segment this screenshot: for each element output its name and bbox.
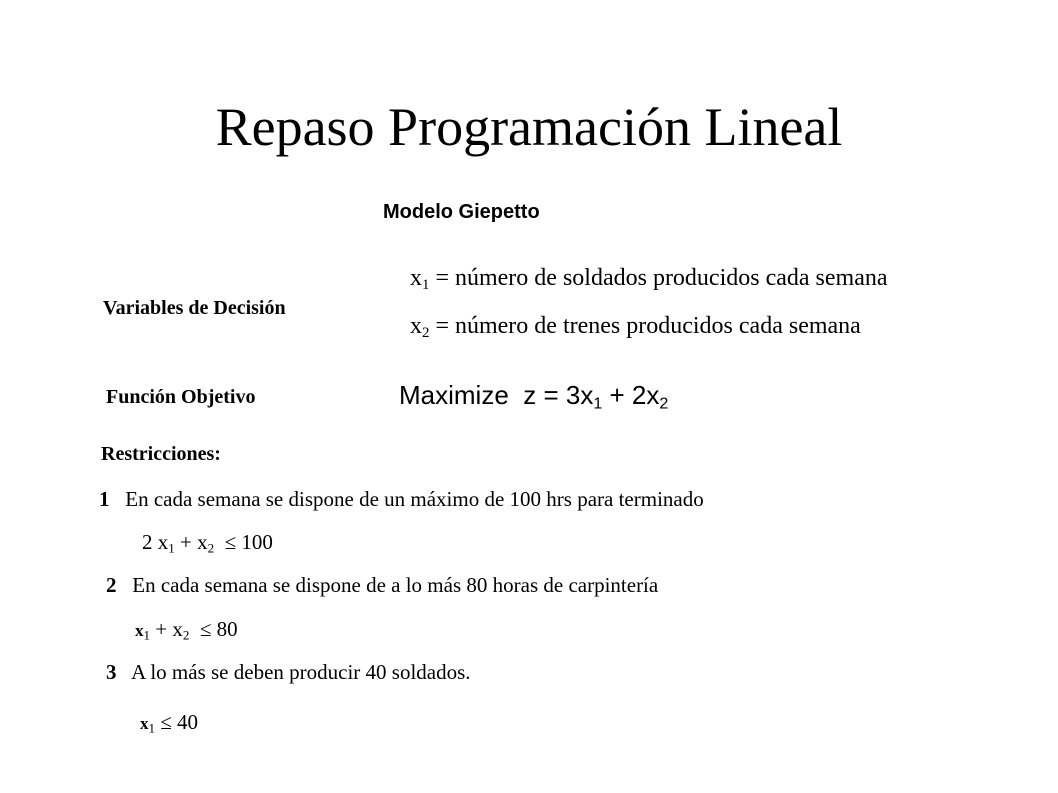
constraint-1 xyxy=(99,487,704,512)
expr-subscript: 1 xyxy=(143,627,151,643)
constraint-number: 1 xyxy=(99,487,110,511)
expr-part: + x xyxy=(150,617,183,641)
expr-subscript: 1 xyxy=(168,540,175,556)
variable-subscript: 2 xyxy=(422,325,430,342)
expr-part: ≤ 80 xyxy=(189,617,238,641)
expr-subscript: 2 xyxy=(207,540,215,556)
constraint-text: A lo más se deben producir 40 soldados. xyxy=(131,660,471,684)
objective-middle: + 2x xyxy=(602,380,660,410)
constraint-number: 2 xyxy=(106,573,117,597)
constraint-2-expression xyxy=(135,617,238,642)
expr-part: x xyxy=(135,621,144,640)
expr-subscript: 2 xyxy=(182,627,190,643)
constraint-text: En cada semana se dispone de a lo más 80 horas de carpintería xyxy=(132,573,659,597)
expr-part: x xyxy=(140,714,149,733)
constraints-label: Restricciones: xyxy=(101,443,221,465)
model-subtitle: Modelo Giepetto xyxy=(383,201,540,223)
expr-part: 2 x xyxy=(142,530,169,554)
objective-prefix: Maximize z = 3x xyxy=(399,380,594,410)
page-title: Repaso Programación Lineal xyxy=(215,97,843,157)
constraint-text: En cada semana se dispone de un máximo de 100 hrs para terminado xyxy=(125,487,704,511)
expr-part: ≤ 40 xyxy=(155,710,199,734)
variable-definition: = número de trenes producidos cada semana xyxy=(429,313,861,339)
objective-function xyxy=(399,380,668,411)
variable-subscript: 1 xyxy=(422,277,430,294)
expr-part: ≤ 100 xyxy=(214,530,273,554)
variable-definition: = número de soldados producidos cada semana xyxy=(429,265,888,291)
decision-variables-label: Variables de Decisión xyxy=(103,297,286,319)
constraint-2 xyxy=(106,573,658,598)
expr-subscript: 1 xyxy=(148,720,156,736)
constraint-1-expression xyxy=(142,530,273,555)
decision-variable-x2 xyxy=(410,313,861,340)
constraint-number: 3 xyxy=(106,660,117,684)
objective-subscript-1: 1 xyxy=(593,394,603,413)
constraint-3-expression xyxy=(140,710,198,735)
objective-subscript-2: 2 xyxy=(659,394,669,413)
objective-function-label: Función Objetivo xyxy=(106,386,256,408)
constraint-3 xyxy=(106,660,471,685)
expr-part: + x xyxy=(174,530,208,554)
decision-variable-x1 xyxy=(410,265,888,292)
variable-symbol: x xyxy=(410,313,422,339)
variable-symbol: x xyxy=(410,265,422,291)
